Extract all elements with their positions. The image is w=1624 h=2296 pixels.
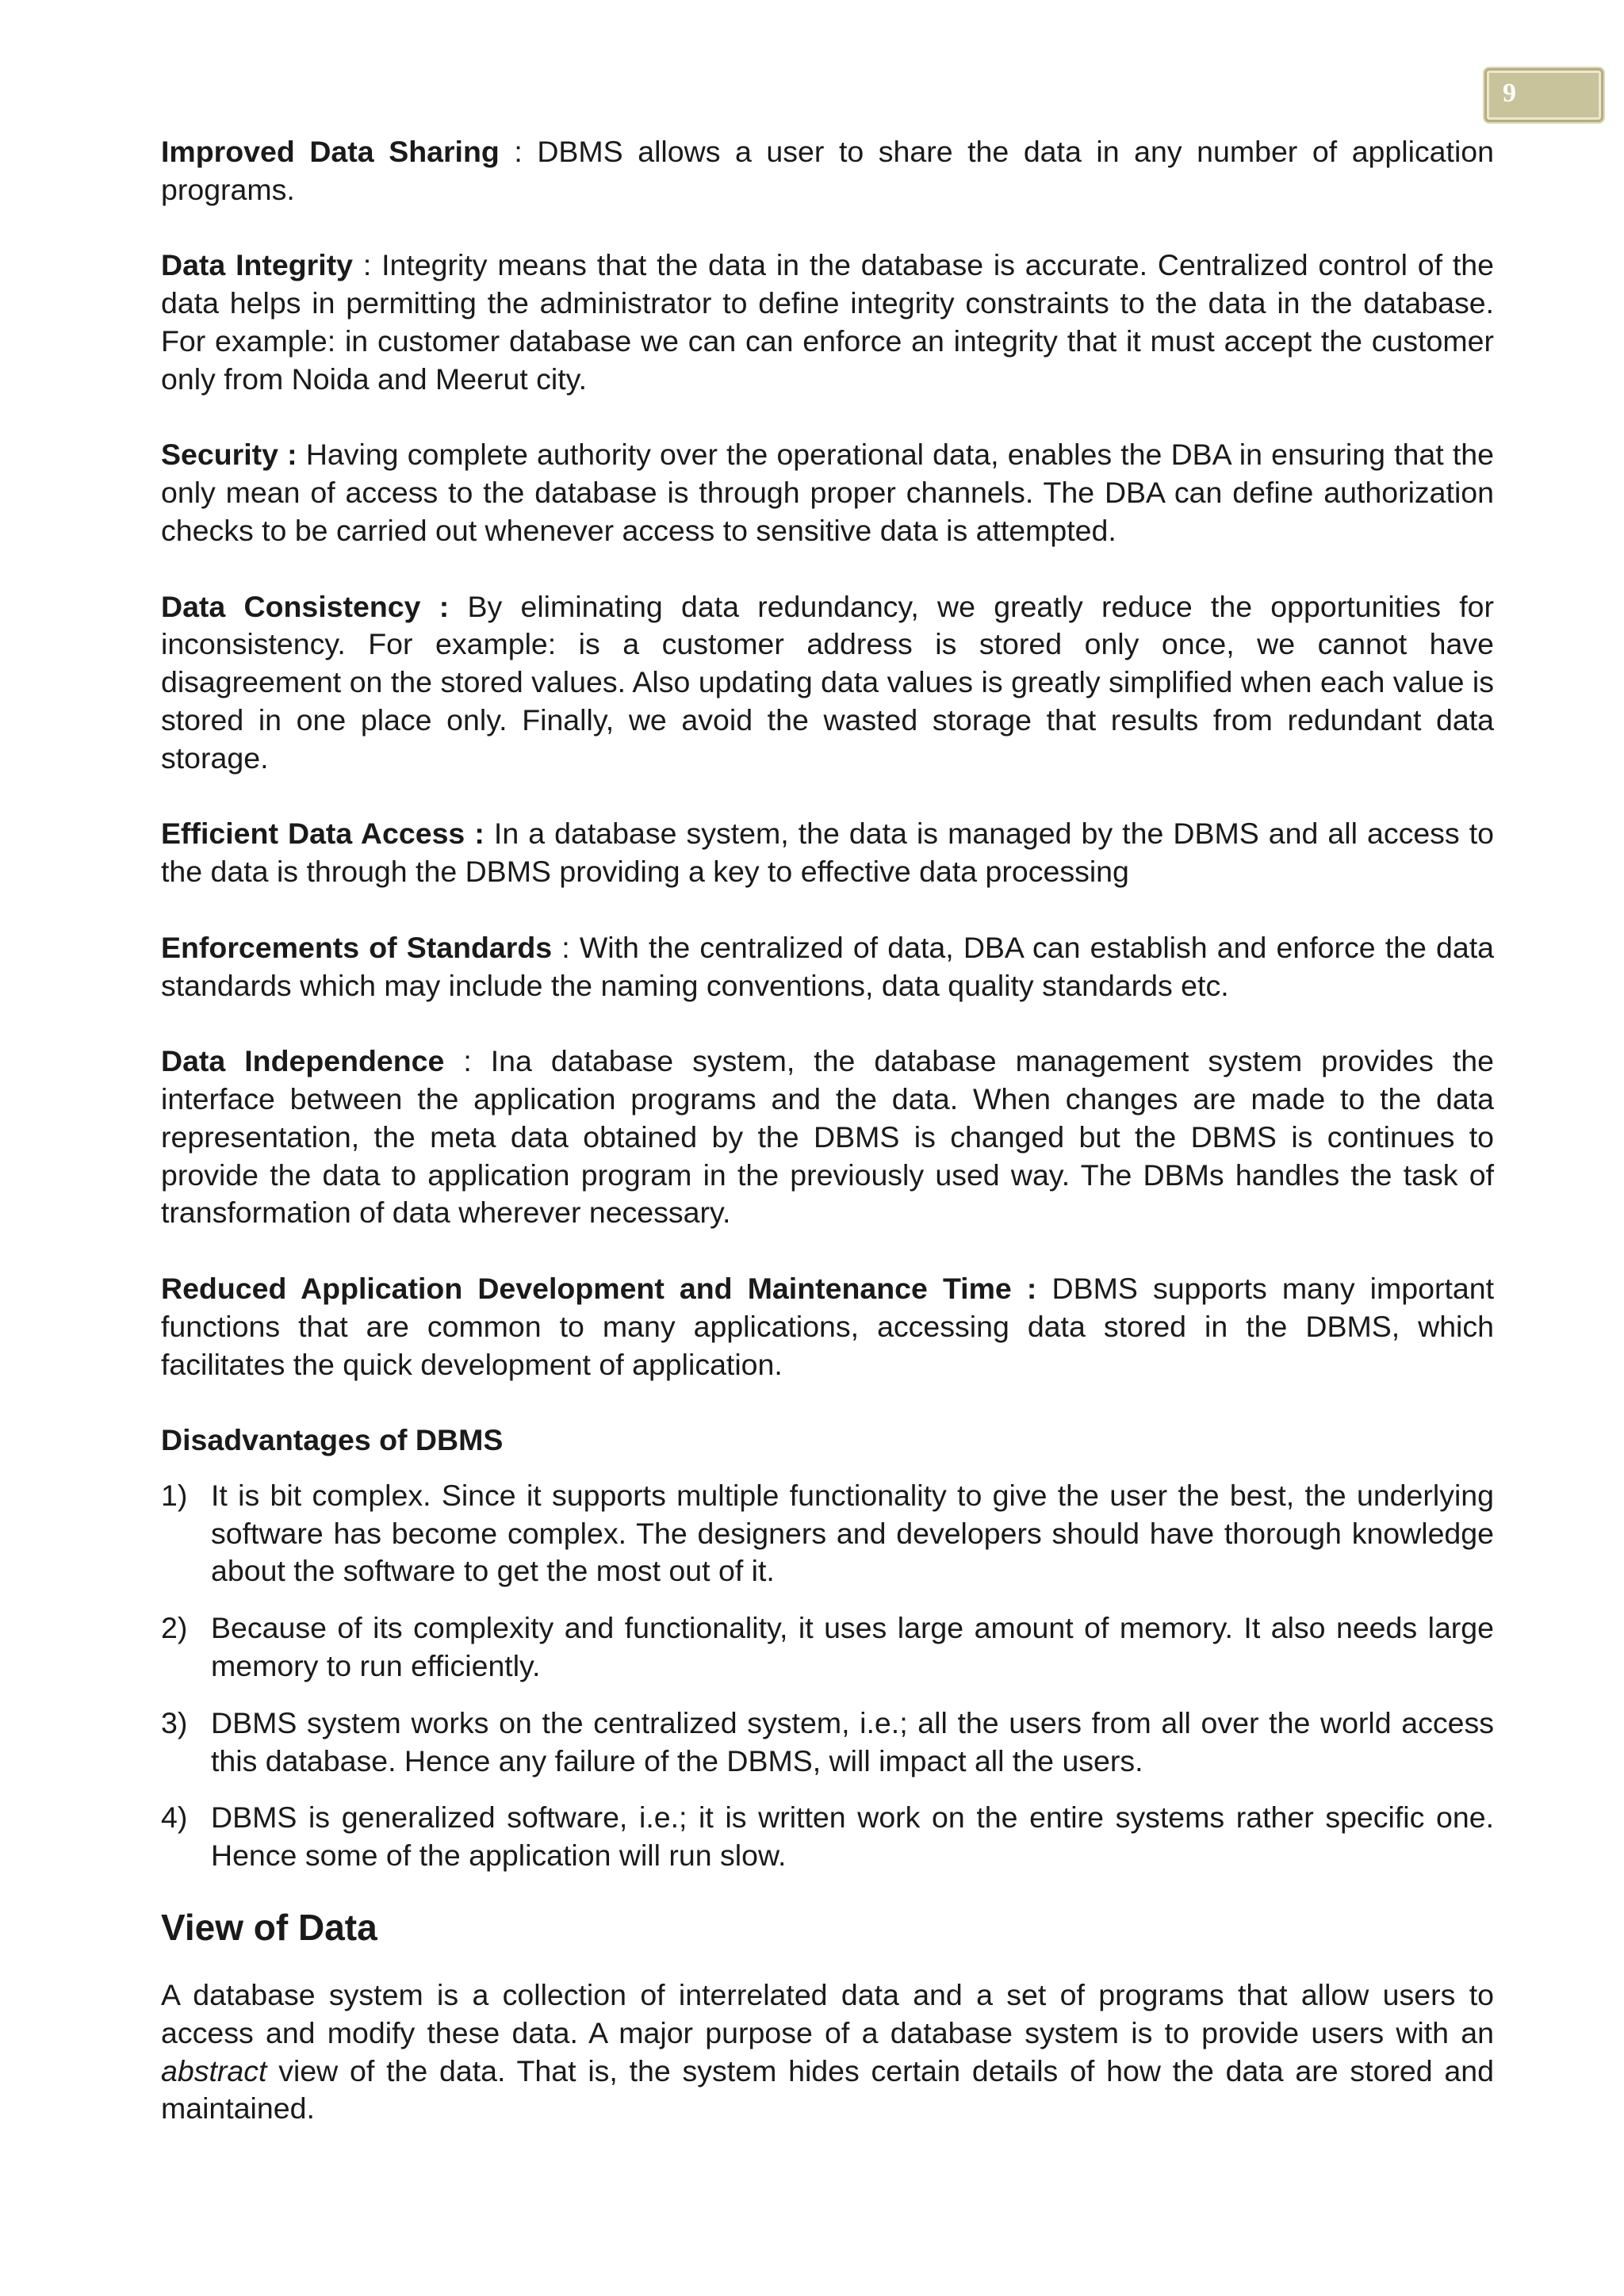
section-data-consistency	[161, 588, 1494, 778]
view-of-data-paragraph: A database system is a collection of interrelated data and a set of programs that allow users to access and modify these data. A major purpose of a database system is to provide users with an abstract view of the data. That is, the system hides certain details of how the data are stored and maintained.	[161, 1978, 1494, 2126]
list-item-text: Because of its complexity and functionality, it uses large amount of memory. It also needs large memory to run efficiently.	[211, 1611, 1494, 1683]
section-security	[161, 436, 1494, 549]
section-text: Having complete authority over the operational data, enables the DBA in ensuring that the only mean of access to the database is through proper channels. The DBA can define authorization checks to be carried out whenever access to sensitive data is attempted.	[161, 438, 1494, 547]
section-improved-data-sharing: Improved Data Sharing : DBMS allows a user to share the data in any number of application programs.	[161, 135, 1494, 206]
section-term: Security :	[161, 438, 297, 472]
list-item-number: 1)	[161, 1478, 188, 1512]
list-item	[161, 1609, 1494, 1686]
section-text: With the centralized of data, DBA can establish and enforce the data standards which may include the naming conventions, data quality standards etc.	[161, 930, 1494, 1002]
list-item-number: 2)	[161, 1611, 188, 1645]
list-item	[161, 1799, 1494, 1875]
list-item	[161, 1477, 1494, 1590]
list-item	[161, 1705, 1494, 1781]
section-reduced-development-time	[161, 1270, 1494, 1383]
section-efficient-data-access	[161, 815, 1494, 891]
list-item-number: 3)	[161, 1705, 188, 1739]
page-number-badge	[1484, 68, 1603, 122]
section-text: DBMS allows a user to share the data in any number of application programs.	[161, 135, 1494, 206]
section-text: Ina database system, the database management system provides the interface between the application programs and the data. When changes are made to the data representation, the meta data obtained by the DBMS is changed but the DBMS is continues to provide the data to application program in the previously used way. The DBMs handles the task of transformation of data wherever necessary.	[161, 1044, 1494, 1230]
document-body	[161, 133, 1494, 2166]
section-term: Data Consistency :	[161, 589, 450, 623]
section-term: Data Integrity	[161, 248, 354, 282]
section-text: Integrity means that the data in the database is accurate. Centralized control of the data helps in permitting the administrator to define integrity constraints to the data in the database. For example: in customer database we can can enforce an integrity that it must accept the customer only from Noida and Meerut city.	[161, 248, 1494, 396]
disadvantages-list	[161, 1477, 1494, 1875]
view-of-data-heading: View of Data	[161, 1907, 377, 1949]
section-term: Enforcements of Standards	[161, 930, 553, 964]
list-item-number: 4)	[161, 1800, 188, 1835]
section-data-independence: Data Independence : Ina database system, the database management system provides the interface between the application programs and the data. When changes are made to the data representation, the meta data obtained by the DBMS is changed but the DBMS is continues to provide the data to application program in the previously used way. The DBMs handles the task of transformation of data wherever necessary.	[161, 1044, 1494, 1230]
section-data-integrity: Data Integrity : Integrity means that the data in the database is accurate. Centralized control of the data helps in permitting the administrator to define integrity constraints to the data in the database. For example: in customer database we can can enforce an integrity that it must accept the customer only from Noida and Meerut city.	[161, 248, 1494, 396]
section-term: Improved Data Sharing	[161, 135, 500, 168]
section-text: DBMS supports many important functions that are common to many applications, accessing data stored in the DBMS, which facilitates the quick development of application.	[161, 1271, 1494, 1381]
list-item-text: DBMS system works on the centralized system, i.e.; all the users from all over the world access this database. Hence any failure of the DBMS, will impact all the users.	[211, 1705, 1494, 1777]
section-text: In a database system, the data is managed by the DBMS and all access to the data is through the DBMS providing a key to effective data processing	[161, 817, 1494, 889]
page-number: 9	[1503, 78, 1516, 108]
section-term: Reduced Application Development and Maintenance Time :	[161, 1271, 1037, 1305]
section-term: Efficient Data Access :	[161, 817, 485, 851]
disadvantages-heading: Disadvantages of DBMS	[161, 1423, 504, 1457]
section-term: Data Independence	[161, 1044, 445, 1078]
section-text: By eliminating data redundancy, we greatly reduce the opportunities for inconsistency. For example: is a customer address is stored only once, we cannot have disagreement on the stored values. Also updating data values is greatly simplified when each value is stored in one place only. Finally, we avoid the wasted storage that results from redundant data storage.	[161, 589, 1495, 775]
italic-term: abstract	[161, 2053, 267, 2087]
section-enforcements-of-standards: Enforcements of Standards : With the centralized of data, DBA can establish and enforce the data standards which may include the naming conventions, data quality standards etc.	[161, 930, 1494, 1002]
list-item-text: DBMS is generalized software, i.e.; it is written work on the entire systems rather specific one. Hence some of the application will run slow.	[211, 1800, 1494, 1873]
list-item-text: It is bit complex. Since it supports multiple functionality to give the user the best, the underlying software has become complex. The designers and developers should have thorough knowledge about the software to get the most out of it.	[211, 1478, 1494, 1588]
